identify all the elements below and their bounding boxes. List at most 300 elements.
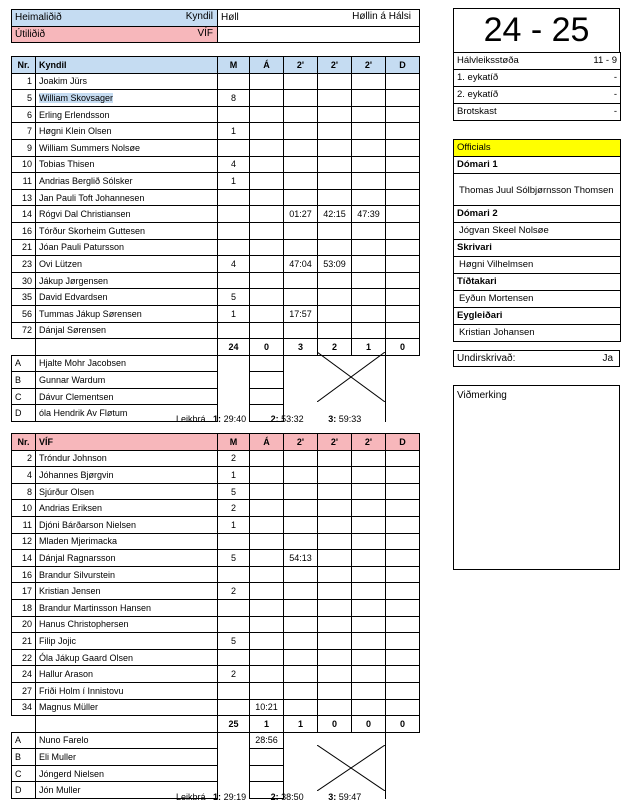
player-name: Hanus Christophersen: [39, 619, 129, 630]
player-name: Jóhannes Bjørgvin: [39, 469, 114, 480]
player-disqualification: [386, 289, 420, 306]
player-name-cell: [36, 189, 218, 206]
official-letter: B: [12, 372, 36, 389]
player-name: Filip Jojic: [39, 635, 77, 646]
player-suspension-3: [352, 322, 386, 339]
player-number: 23: [12, 256, 36, 273]
player-goals: 8: [218, 90, 250, 107]
player-row: [12, 633, 420, 650]
player-suspension-1: [284, 90, 318, 107]
player-name: Jóan Pauli Patursson: [39, 242, 125, 253]
penalties-label: Brotskast: [454, 104, 564, 121]
player-warning: [250, 533, 284, 550]
player-goals: 1: [218, 467, 250, 484]
player-number: 14: [12, 550, 36, 567]
player-disqualification: [386, 666, 420, 683]
player-suspension-3: [352, 305, 386, 322]
player-goals: 5: [218, 550, 250, 567]
official-letter: A: [12, 355, 36, 372]
match-header: [11, 9, 420, 43]
player-number: 10: [12, 156, 36, 173]
player-suspension-2: [318, 599, 352, 616]
player-suspension-1: [284, 239, 318, 256]
player-suspension-1: [284, 467, 318, 484]
player-row: [12, 206, 420, 223]
player-goals: 1: [218, 305, 250, 322]
official-disq: [386, 388, 420, 405]
player-warning: [250, 583, 284, 600]
player-goals: [218, 649, 250, 666]
official-disq: [386, 749, 420, 766]
player-number: 11: [12, 516, 36, 533]
player-name: Joakim Jürs: [39, 76, 88, 87]
leikbra-key-3: 3:: [328, 414, 337, 424]
player-disqualification: [386, 206, 420, 223]
player-name-cell: [36, 123, 218, 140]
official-goals-blank: [218, 388, 250, 405]
player-suspension-1: [284, 106, 318, 123]
player-warning: [250, 256, 284, 273]
total-a: 0: [250, 339, 284, 356]
leikbra-val-1: 29:40: [223, 414, 247, 424]
player-row: [12, 156, 420, 173]
player-number: 21: [12, 239, 36, 256]
player-row: [12, 272, 420, 289]
player-warning: [250, 566, 284, 583]
player-disqualification: [386, 649, 420, 666]
player-name: Kristian Jensen: [39, 586, 101, 597]
player-suspension-3: [352, 173, 386, 190]
player-row: [12, 289, 420, 306]
player-suspension-3: [352, 123, 386, 140]
player-warning: [250, 500, 284, 517]
player-goals: [218, 616, 250, 633]
col-header-goals: M: [218, 434, 250, 451]
total-d: 0: [386, 339, 420, 356]
player-suspension-3: [352, 633, 386, 650]
hall-cell: [218, 10, 420, 27]
col-header-suspension-2: 2': [318, 57, 352, 74]
player-name-cell: [36, 500, 218, 517]
player-row: [12, 550, 420, 567]
player-name: Tummas Jákup Sørensen: [39, 308, 142, 319]
player-name: Tobias Thisen: [39, 159, 95, 170]
col-header-disqualification: D: [386, 434, 420, 451]
player-name: Tróndur Johnson: [39, 453, 107, 464]
scorer-name: Høgni Vilhelmsen: [454, 257, 621, 274]
official-letter: A: [12, 732, 36, 749]
player-number: 20: [12, 616, 36, 633]
official-name: Jóngerd Nielsen: [36, 765, 218, 782]
observer-label: Eygleiðari: [454, 308, 621, 325]
extra-time-1-label: 1. eykatíð: [454, 70, 564, 87]
player-suspension-3: [352, 467, 386, 484]
extra-time-1-value: -: [564, 70, 621, 87]
player-row: [12, 139, 420, 156]
player-suspension-2: [318, 533, 352, 550]
player-row: [12, 682, 420, 699]
player-row: [12, 467, 420, 484]
player-suspension-2: [318, 682, 352, 699]
player-suspension-3: [352, 682, 386, 699]
player-warning: [250, 682, 284, 699]
leikbra-key-1: 1:: [213, 792, 222, 802]
total-s1: 3: [284, 339, 318, 356]
player-suspension-1: [284, 222, 318, 239]
player-name: Jan Pauli Toft Johannesen: [39, 192, 145, 203]
player-number: 56: [12, 305, 36, 322]
penalties-value: -: [564, 104, 621, 121]
player-disqualification: [386, 189, 420, 206]
player-suspension-3: [352, 699, 386, 716]
player-suspension-1: [284, 483, 318, 500]
player-suspension-1: [284, 599, 318, 616]
player-suspension-1: 01:27: [284, 206, 318, 223]
player-warning: [250, 289, 284, 306]
player-name: Magnus Müller: [39, 702, 99, 713]
player-name-cell: [36, 256, 218, 273]
player-row: [12, 90, 420, 107]
player-name-cell: [36, 73, 218, 90]
leikbra-val-3: 59:47: [338, 792, 362, 802]
player-row: [12, 106, 420, 123]
player-suspension-1: [284, 533, 318, 550]
player-goals: 2: [218, 450, 250, 467]
player-goals: [218, 699, 250, 716]
player-disqualification: [386, 583, 420, 600]
player-suspension-3: [352, 272, 386, 289]
player-warning: [250, 106, 284, 123]
player-disqualification: [386, 272, 420, 289]
player-number: 16: [12, 222, 36, 239]
extra-time-2-label: 2. eykatíð: [454, 87, 564, 104]
player-name-cell: [36, 533, 218, 550]
player-number: 12: [12, 533, 36, 550]
player-name-cell: [36, 450, 218, 467]
player-suspension-1: [284, 500, 318, 517]
player-suspension-1: [284, 583, 318, 600]
player-disqualification: [386, 222, 420, 239]
total-m: 24: [218, 339, 250, 356]
player-goals: 2: [218, 500, 250, 517]
player-goals: 2: [218, 583, 250, 600]
player-row: [12, 649, 420, 666]
player-suspension-2: [318, 156, 352, 173]
player-name-cell: [36, 599, 218, 616]
player-suspension-2: [318, 633, 352, 650]
player-suspension-2: [318, 189, 352, 206]
player-warning: [250, 666, 284, 683]
player-number: 9: [12, 139, 36, 156]
player-name-cell: [36, 483, 218, 500]
player-goals: 4: [218, 156, 250, 173]
scorer-label: Skrivari: [454, 240, 621, 257]
player-warning: [250, 90, 284, 107]
player-number: 17: [12, 583, 36, 600]
player-name: Andrias Eriksen: [39, 503, 103, 514]
player-disqualification: [386, 616, 420, 633]
official-disq: [386, 372, 420, 389]
official-warning: [250, 355, 284, 372]
player-name: Dánjal Ragnarsson: [39, 552, 116, 563]
official-name: óla Hendrik Av Fløtum: [36, 405, 218, 422]
home-team-name: Kyndil: [185, 11, 213, 23]
col-header-warning: Á: [250, 57, 284, 74]
leikbra-val-3: 59:33: [338, 414, 362, 424]
player-name-cell: [36, 699, 218, 716]
referee-2-name: Jógvan Skeel Nolsøe: [454, 223, 621, 240]
official-goals-blank: [218, 749, 250, 766]
player-row: [12, 616, 420, 633]
player-warning: [250, 305, 284, 322]
player-name: Sjúrður Olsen: [39, 486, 95, 497]
leikbra-val-1: 29:19: [223, 792, 247, 802]
player-suspension-3: [352, 666, 386, 683]
officials-panel: [453, 139, 621, 342]
official-warning: [250, 749, 284, 766]
player-goals: 5: [218, 289, 250, 306]
player-row: [12, 123, 420, 140]
player-suspension-3: [352, 256, 386, 273]
player-warning: [250, 189, 284, 206]
player-number: 2: [12, 450, 36, 467]
player-number: 14: [12, 206, 36, 223]
col-header-suspension-3: 2': [352, 434, 386, 451]
player-suspension-1: [284, 289, 318, 306]
empty-cell: [218, 26, 420, 43]
col-header-nr: Nr.: [12, 57, 36, 74]
player-suspension-2: [318, 450, 352, 467]
player-disqualification: [386, 566, 420, 583]
player-suspension-2: [318, 550, 352, 567]
player-disqualification: [386, 256, 420, 273]
player-suspension-3: [352, 616, 386, 633]
total-s2: 0: [318, 716, 352, 733]
player-disqualification: [386, 139, 420, 156]
player-suspension-2: [318, 322, 352, 339]
player-warning: [250, 483, 284, 500]
player-name: Rógvi Dal Christiansen: [39, 209, 131, 220]
player-name: David Edvardsen: [39, 292, 108, 303]
player-goals: [218, 322, 250, 339]
player-suspension-2: [318, 222, 352, 239]
player-row: [12, 256, 420, 273]
player-disqualification: [386, 699, 420, 716]
player-suspension-2: [318, 500, 352, 517]
away-label: Útiliðið: [15, 28, 46, 40]
player-goals: [218, 682, 250, 699]
official-warning: [250, 388, 284, 405]
player-suspension-2: 53:09: [318, 256, 352, 273]
final-score: 24 - 25: [453, 8, 620, 53]
player-suspension-1: [284, 450, 318, 467]
player-name-cell: [36, 173, 218, 190]
leikbra-val-2: 38:50: [281, 792, 304, 802]
player-name: Hallur Arason: [39, 669, 94, 680]
player-disqualification: [386, 156, 420, 173]
player-goals: [218, 566, 250, 583]
player-suspension-3: [352, 649, 386, 666]
player-number: 5: [12, 90, 36, 107]
player-suspension-1: [284, 682, 318, 699]
player-name-cell: [36, 156, 218, 173]
player-name-cell: [36, 550, 218, 567]
player-suspension-1: [284, 139, 318, 156]
referee-1-name: Thomas Juul Sólbjørnsson Thomsen: [454, 174, 621, 206]
total-s1: 1: [284, 716, 318, 733]
player-suspension-2: [318, 699, 352, 716]
player-number: 1: [12, 73, 36, 90]
player-suspension-2: [318, 173, 352, 190]
player-number: 35: [12, 289, 36, 306]
total-s3: 1: [352, 339, 386, 356]
player-number: 16: [12, 566, 36, 583]
col-header-warning: Á: [250, 434, 284, 451]
timekeeper-label: Tíðtakari: [454, 274, 621, 291]
score-details: [453, 52, 621, 121]
player-warning: 10:21: [250, 699, 284, 716]
totals-blank: [12, 716, 36, 733]
player-name-cell: [36, 106, 218, 123]
player-row: [12, 599, 420, 616]
player-warning: [250, 239, 284, 256]
player-suspension-1: [284, 633, 318, 650]
referee-2-label: Dómari 2: [454, 206, 621, 223]
player-name: Brandur Martinsson Hansen: [39, 602, 152, 613]
player-number: 21: [12, 633, 36, 650]
player-disqualification: [386, 467, 420, 484]
official-goals-blank: [218, 732, 250, 749]
player-row: [12, 699, 420, 716]
table-header-row: [12, 57, 420, 74]
total-a: 1: [250, 716, 284, 733]
player-suspension-1: 17:57: [284, 305, 318, 322]
player-warning: [250, 272, 284, 289]
leikbra-label: Leikbrá: [176, 792, 206, 802]
player-goals: 5: [218, 633, 250, 650]
player-row: [12, 305, 420, 322]
player-suspension-3: [352, 139, 386, 156]
official-disq: [386, 355, 420, 372]
player-goals: 1: [218, 516, 250, 533]
player-warning: [250, 322, 284, 339]
player-goals: [218, 239, 250, 256]
home-label: Heimaliðið: [15, 12, 62, 24]
player-suspension-3: [352, 533, 386, 550]
player-goals: [218, 189, 250, 206]
player-row: [12, 173, 420, 190]
player-suspension-2: [318, 289, 352, 306]
player-row: [12, 666, 420, 683]
official-disq: [386, 782, 420, 799]
remarks-box: [453, 385, 620, 570]
player-disqualification: [386, 106, 420, 123]
player-name-cell: [36, 239, 218, 256]
remarks-label: Viðmerking: [457, 390, 507, 401]
player-number: 11: [12, 173, 36, 190]
player-name: William Summers Nolsøe: [39, 142, 141, 153]
player-row: [12, 483, 420, 500]
player-suspension-1: [284, 649, 318, 666]
player-warning: [250, 516, 284, 533]
player-disqualification: [386, 500, 420, 517]
player-name: William Skovsager: [39, 92, 114, 103]
player-suspension-2: [318, 106, 352, 123]
official-letter: C: [12, 388, 36, 405]
player-row: [12, 566, 420, 583]
player-goals: 1: [218, 173, 250, 190]
player-goals: 1: [218, 123, 250, 140]
player-name-cell: [36, 616, 218, 633]
col-header-suspension-2: 2': [318, 434, 352, 451]
player-suspension-1: [284, 272, 318, 289]
player-row: [12, 450, 420, 467]
player-suspension-2: [318, 649, 352, 666]
signed-row: [453, 350, 620, 367]
player-name-cell: [36, 516, 218, 533]
player-disqualification: [386, 73, 420, 90]
player-name-cell: [36, 583, 218, 600]
official-name: Jón Muller: [36, 782, 218, 799]
player-suspension-2: [318, 666, 352, 683]
official-disq: [386, 732, 420, 749]
player-name-cell: [36, 272, 218, 289]
player-disqualification: [386, 322, 420, 339]
player-suspension-3: [352, 106, 386, 123]
observer-name: Kristian Johansen: [454, 325, 621, 342]
player-name-cell: [36, 666, 218, 683]
player-name-cell: [36, 566, 218, 583]
player-disqualification: [386, 173, 420, 190]
hall-short: Høll: [221, 12, 239, 24]
leikbra-key-2: 2:: [270, 792, 279, 802]
player-disqualification: [386, 90, 420, 107]
player-name-cell: [36, 206, 218, 223]
col-header-team: Kyndil: [36, 57, 218, 74]
col-header-suspension-1: 2': [284, 57, 318, 74]
col-header-team: VÍF: [36, 434, 218, 451]
player-disqualification: [386, 239, 420, 256]
player-goals: [218, 106, 250, 123]
player-row: [12, 222, 420, 239]
player-suspension-3: [352, 583, 386, 600]
official-letter: D: [12, 405, 36, 422]
total-s2: 2: [318, 339, 352, 356]
total-d: 0: [386, 716, 420, 733]
player-disqualification: [386, 599, 420, 616]
player-suspension-3: [352, 550, 386, 567]
away-team-name: VÍF: [197, 27, 213, 39]
player-suspension-3: [352, 189, 386, 206]
player-number: 34: [12, 699, 36, 716]
player-name-cell: [36, 322, 218, 339]
player-goals: [218, 206, 250, 223]
player-name: Djóni Bárðarson Nielsen: [39, 519, 137, 530]
player-suspension-2: [318, 73, 352, 90]
player-name-cell: [36, 90, 218, 107]
player-row: [12, 189, 420, 206]
player-number: 30: [12, 272, 36, 289]
player-suspension-1: [284, 123, 318, 140]
col-header-nr: Nr.: [12, 434, 36, 451]
player-warning: [250, 467, 284, 484]
player-suspension-2: [318, 305, 352, 322]
player-disqualification: [386, 533, 420, 550]
total-m: 25: [218, 716, 250, 733]
player-goals: 2: [218, 666, 250, 683]
halftime-label: Hálvleiksstøða: [454, 53, 564, 70]
home-officials-cross: [317, 352, 385, 402]
